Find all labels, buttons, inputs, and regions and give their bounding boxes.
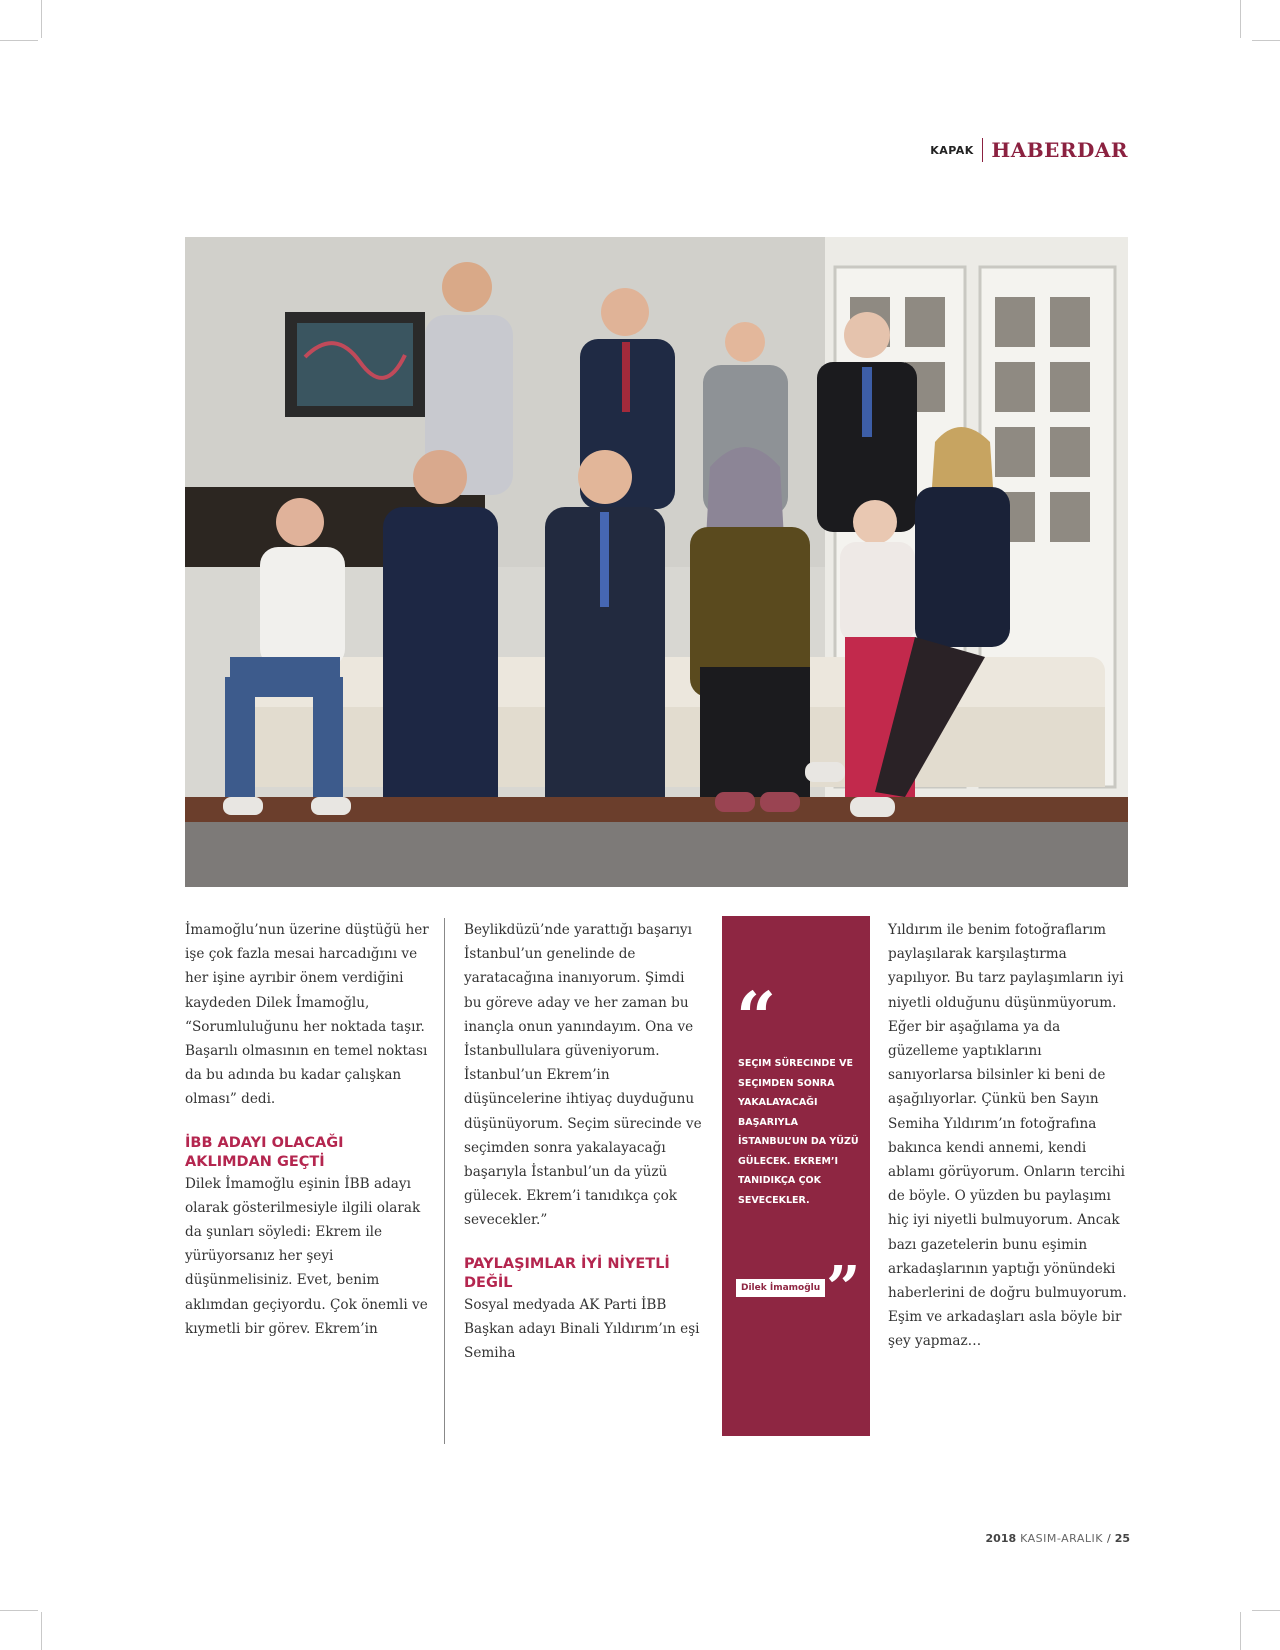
family-photo-illustration [185, 237, 1128, 887]
article-column-1 [185, 918, 430, 1341]
pull-quote-author: Dilek İmamoğlu [736, 1279, 825, 1297]
issue-months: KASIM-ARALIK [1020, 1532, 1103, 1545]
section-header [930, 138, 1128, 162]
subheading: İBB ADAYI OLACAĞI AKLIMDAN GEÇTİ [185, 1134, 344, 1170]
paragraph: Beylikdüzü’nde yarattığı başarıyı İstanbul’un genelinde de yaratacağına inanıyorum. Şimdi bu göreve aday ve her zaman bu inançla onun yanındayım. Ona ve İstanbullulara güveniyorum. İstanbul’un Ekrem’in düşüncelerine ihtiyaç duyduğunu düşünüyorum. Seçim sürecinde ve seçimden sonra yakalayacağı başarıyla İstanbul’un da yüzü gülecek. Ekrem’i tanıdıkça çok sevecekler.” [464, 922, 702, 1229]
crop-mark [1252, 1610, 1280, 1611]
section-kicker: KAPAK [930, 143, 974, 157]
crop-mark [0, 1610, 38, 1611]
paragraph: Yıldırım ile benim fotoğraflarım paylaşılarak karşılaştırma yapılıyor. Bu tarz paylaşımların iyi niyetli olduğunu düşünmüyorum. Eğer bir aşağılama ya da güzelleme yaptıklarını sanıyorlarsa bilsinler ki beni de aşağılıyorlar. Çünkü ben Sayın Semiha Yıldırım’ın fotoğrafına bakınca kendi annemi, kendi ablamı görüyorum. Onların tercihi de böyle. O yüzden bu paylaşımı hiç iyi niyetli bulmuyorum. Ancak bazı gazetelerin bunu eşimin arkadaşlarının yaptığı yönündeki haberlerini de doğru bulmuyorum. Eşim ve arkadaşları asla böyle bir şey yapmaz… [888, 922, 1127, 1350]
header-divider [982, 138, 984, 162]
article-column-3 [888, 918, 1128, 1354]
crop-mark [1240, 1612, 1241, 1650]
article-column-2 [464, 918, 704, 1365]
issue-year: 2018 [985, 1532, 1017, 1545]
crop-mark [0, 40, 38, 41]
page-number: 25 [1114, 1532, 1130, 1545]
paragraph: İmamoğlu’nun üzerine düştüğü her işe çok fazla mesai harcadığını ve her işine ayrıbir önem verdiğini kaydeden Dilek İmamoğlu, “Sorumluluğunu her noktada taşır. Başarılı olmasının en temel noktası da bu adında bu kadar çalışkan olması” dedi. [185, 922, 429, 1108]
crop-mark [1240, 0, 1241, 38]
footer-separator: / [1106, 1532, 1111, 1545]
crop-mark [41, 1612, 42, 1650]
crop-mark [1252, 40, 1280, 41]
magazine-brand: HABERDAR [991, 138, 1128, 162]
open-quote-icon: “ [736, 976, 777, 1059]
pull-quote [722, 916, 870, 1436]
page-footer [986, 1532, 1130, 1545]
crop-mark [41, 0, 42, 38]
paragraph: Sosyal medyada AK Parti İBB Başkan adayı Binali Yıldırım’ın eşi Semiha [464, 1296, 700, 1362]
column-divider [444, 918, 445, 1444]
pull-quote-text: SEÇIM SÜRECINDE VE SEÇIMDEN SONRA YAKALAYACAĞI BAŞARIYLA İSTANBUL’UN DA YÜZÜ GÜLECEK. EKREM’I TANIDIKÇA ÇOK SEVECEKLER. [738, 1058, 859, 1206]
close-quote-icon: ” [826, 1254, 861, 1324]
subheading: PAYLAŞIMLAR İYİ NİYETLİ DEĞİL [464, 1255, 670, 1291]
paragraph: Dilek İmamoğlu eşinin İBB adayı olarak gösterilmesiyle ilgili olarak da şunları söyledi: Ekrem ile yürüyorsanız her şeyi düşünmelisiniz. Evet, benim aklımdan geçiyordu. Çok önemli ve kıymetli bir görev. Ekrem’in [185, 1175, 428, 1337]
family-photo [185, 237, 1128, 887]
